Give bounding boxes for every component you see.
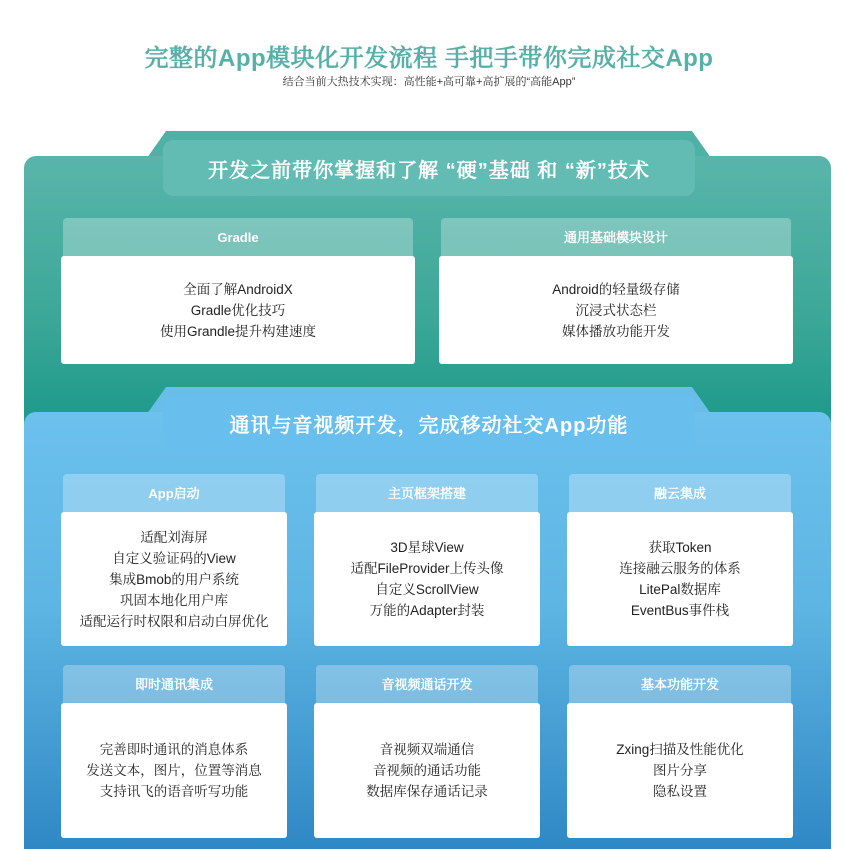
subtitle: 结合当前大热技术实现：高性能+高可靠+高扩展的“高能App” bbox=[282, 76, 576, 88]
list-item: 发送文本，图片，位置等消息 bbox=[86, 763, 262, 778]
card-app-launch bbox=[63, 474, 285, 646]
list-item: 巩固本地化用户库 bbox=[120, 592, 228, 608]
list-item: 音视频双端通信 bbox=[379, 742, 475, 757]
list-item: LitePal数据库 bbox=[639, 582, 721, 597]
card-body bbox=[61, 703, 287, 838]
list-item: 适配FileProvider上传头像 bbox=[350, 561, 504, 576]
list-item: 获取Token bbox=[648, 540, 712, 555]
card-body bbox=[314, 703, 540, 838]
list-item: Android的轻量级存储 bbox=[552, 281, 680, 297]
list-item: 数据库保存通话记录 bbox=[366, 784, 488, 799]
list-item: 媒体播放功能开发 bbox=[562, 323, 670, 339]
section1-banner: 开发之前带你掌握和了解 “硬”基础 和 “新”技术 bbox=[163, 140, 695, 196]
list-item: 适配运行时权限和启动白屏优化 bbox=[79, 613, 269, 629]
card-title: 融云集成 bbox=[653, 486, 706, 501]
card-common-modules bbox=[441, 218, 791, 364]
card-title: Gradle bbox=[217, 230, 259, 245]
main-title: 完整的App模块化开发流程 手把手带你完成社交App bbox=[144, 45, 714, 72]
list-item: 完善即时通讯的消息体系 bbox=[99, 742, 249, 757]
list-item: 连接融云服务的体系 bbox=[619, 561, 741, 576]
list-item: 全面了解AndroidX bbox=[183, 281, 293, 297]
card-im bbox=[63, 665, 285, 838]
card-title: 主页框架搭建 bbox=[387, 486, 466, 501]
card-title: App启动 bbox=[148, 486, 200, 501]
list-item: 音视频的通话功能 bbox=[373, 763, 481, 778]
section2-banner: 通讯与音视频开发，完成移动社交App功能 bbox=[163, 395, 695, 451]
list-item: 万能的Adapter封装 bbox=[369, 603, 485, 618]
card-title: 音视频通话开发 bbox=[381, 677, 473, 692]
card-body bbox=[567, 512, 793, 646]
card-body bbox=[314, 512, 540, 646]
list-item: 支持讯飞的语音听写功能 bbox=[99, 784, 249, 799]
card-title: 通用基础模块设计 bbox=[563, 230, 668, 245]
list-item: 隐私设置 bbox=[653, 784, 707, 799]
card-av-call bbox=[316, 665, 538, 838]
list-item: 3D星球View bbox=[390, 540, 464, 555]
card-basic-features bbox=[569, 665, 791, 838]
card-title: 基本功能开发 bbox=[640, 677, 719, 692]
list-item: Zxing扫描及性能优化 bbox=[616, 742, 744, 757]
list-item: 图片分享 bbox=[653, 763, 707, 778]
card-body bbox=[61, 256, 415, 364]
list-item: 适配刘海屏 bbox=[140, 529, 208, 545]
list-item: 自定义ScrollView bbox=[375, 582, 479, 597]
list-item: Gradle优化技巧 bbox=[190, 302, 286, 318]
card-body bbox=[567, 703, 793, 838]
list-item: 自定义验证码的View bbox=[112, 550, 236, 566]
list-item: 沉浸式状态栏 bbox=[575, 302, 657, 318]
card-rongcloud bbox=[569, 474, 791, 646]
card-title: 即时通讯集成 bbox=[134, 677, 213, 692]
card-body bbox=[61, 512, 287, 646]
card-body bbox=[439, 256, 793, 364]
card-gradle bbox=[63, 218, 413, 364]
list-item: 集成Bmob的用户系统 bbox=[109, 571, 239, 587]
list-item: 使用Grandle提升构建速度 bbox=[159, 323, 317, 339]
list-item: EventBus事件栈 bbox=[630, 603, 730, 618]
card-home-framework bbox=[316, 474, 538, 646]
